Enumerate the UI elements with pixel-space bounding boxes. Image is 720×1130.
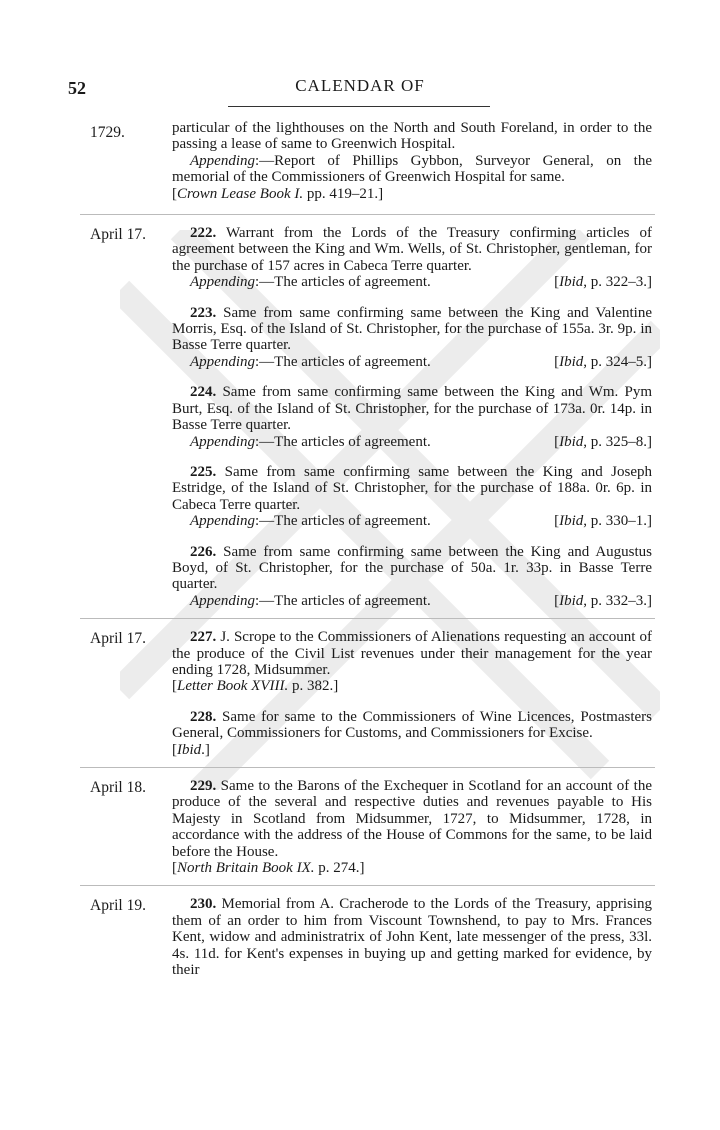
calendar-entry — [172, 544, 652, 610]
entry-text: Same to the Barons of the Exchequer in Scotland for an account of the produce of the several and respective duties and revenues payable to His Majesty in Scotland from Midsummer, 1727, to Midsummer, 1728, in accordance with the address of the House of Commons for the same, to be laid before the House. — [172, 778, 653, 860]
entry-number: 223. — [190, 304, 217, 321]
running-head-title: CALENDAR OF — [295, 76, 425, 95]
calendar-entries — [0, 120, 720, 998]
date-block — [0, 778, 720, 876]
source-reference: [Ibid.] — [172, 741, 210, 758]
appending-row — [172, 513, 652, 529]
appending-row — [172, 274, 652, 290]
source-reference: [Ibid, p. 322–3.] — [554, 274, 652, 291]
date-block — [0, 225, 720, 609]
appending-text: :—The articles of agreement. — [255, 592, 431, 609]
entry-body — [172, 896, 652, 978]
entry-number: 222. — [190, 225, 217, 242]
entry-body — [172, 225, 652, 609]
entry-text: Same from same confirming same between the King and Joseph Estridge, of the Island of St. Christopher, for the purchase of 188a. 0r. 6p. in Cabeca Terre quarter. — [172, 463, 653, 513]
appending-text: :—The articles of agreement. — [255, 353, 431, 370]
entry-text: particular of the lighthouses on the North and South Foreland, in order to the passing a lease of same to Greenwich Hospital. — [172, 120, 652, 153]
block-separator — [80, 214, 655, 215]
entry-text: Same from same confirming same between the King and Wm. Pym Burt, Esq. of the Island of St. Christopher, for the purchase of 173a. 0r. 14p. in Basse Terre quarter. — [172, 384, 652, 434]
source-reference: [Crown Lease Book I. pp. 419–21.] — [172, 185, 384, 202]
entry-number: 228. — [190, 708, 217, 725]
calendar-entry — [172, 896, 652, 978]
entry-text: Warrant from the Lords of the Treasury confirming articles of agreement between the King and Wm. Wells, of St. Christopher, gentleman, for the purchase of 157 acres in Cabeca Terre quarter. — [172, 225, 652, 274]
entry-date: April 18. — [90, 779, 146, 796]
appending-text: :—The articles of agreement. — [255, 433, 431, 450]
entry-date: April 17. — [90, 630, 146, 648]
entry-body — [172, 778, 652, 876]
date-block — [0, 896, 720, 978]
entry-body — [172, 120, 652, 202]
calendar-entry — [172, 225, 652, 291]
entry-number: 229. — [190, 778, 217, 794]
calendar-entry — [172, 464, 652, 530]
appending-label: Appending — [190, 152, 255, 169]
header-rule — [228, 106, 490, 107]
appending-text: :—The articles of agreement. — [255, 513, 431, 530]
source-reference: [North Britain Book IX. p. 274.] — [172, 860, 365, 877]
entry-text: Same for same to the Commissioners of Wine Licences, Postmasters General, Commissioners for Customs, and Commissioners for Excise. — [172, 708, 652, 742]
source-reference: [Ibid, p. 324–5.] — [554, 353, 652, 370]
entry-date: April 19. — [90, 897, 146, 915]
entry-number: 227. — [190, 629, 217, 646]
entry-date: 1729. — [90, 124, 125, 141]
calendar-entry — [172, 305, 652, 371]
entry-text: Same from same confirming same between the King and Augustus Boyd, of St. Christopher, for the purchase of 50a. 1r. 33p. in Basse Terre quarter. — [172, 543, 653, 593]
calendar-entry — [172, 778, 652, 876]
calendar-entry — [172, 384, 652, 450]
source-reference: [Ibid, p. 332–3.] — [554, 592, 652, 609]
entry-number: 226. — [190, 543, 217, 560]
block-separator — [80, 885, 655, 886]
appending-label: Appending — [190, 513, 255, 530]
entry-body — [172, 629, 652, 758]
entry-text: Memorial from A. Cracherode to the Lords of the Treasury, apprising them of an order to him from Viscount Townshend, to pay to Mrs. Frances Kent, widow and administratrix of John Kent, late messenger of the press, 33l. 4s. 11d. for Kent's expenses in buying up and getting marked for evidence, by their — [172, 896, 653, 979]
block-separator — [80, 767, 655, 768]
entry-text: Same from same confirming same between the King and Valentine Morris, Esq. of the Island of St. Christopher, for the purchase of 155a. 3r. 9p. in Basse Terre quarter. — [172, 304, 653, 354]
appending-row — [172, 354, 652, 370]
source-reference: [Ibid, p. 330–1.] — [554, 513, 652, 530]
entry-number: 225. — [190, 463, 217, 480]
entry-number: 224. — [190, 384, 217, 401]
date-block — [0, 629, 720, 758]
source-reference: [Ibid, p. 325–8.] — [554, 433, 652, 450]
appending-text: :—The articles of agreement. — [255, 274, 431, 291]
entry-date: April 17. — [90, 226, 146, 244]
page-number: 52 — [68, 78, 86, 98]
appending-label: Appending — [190, 353, 255, 370]
appending-row — [172, 434, 652, 450]
date-block — [0, 120, 720, 202]
appending-label: Appending — [190, 274, 255, 291]
source-reference: [Letter Book XVIII. p. 382.] — [172, 678, 339, 695]
appending-note — [172, 153, 652, 186]
appending-row — [172, 593, 652, 609]
calendar-entry — [172, 629, 652, 695]
appending-text: :—Report of Phillips Gybbon, Surveyor General, on the memorial of the Commissioners of Greenwich Hospital for same. — [172, 152, 652, 186]
block-separator — [80, 618, 655, 619]
appending-label: Appending — [190, 592, 255, 609]
appending-label: Appending — [190, 433, 255, 450]
entry-number: 230. — [190, 896, 217, 913]
calendar-entry — [172, 120, 652, 202]
calendar-entry — [172, 709, 652, 758]
entry-text: J. Scrope to the Commissioners of Alienations requesting an account of the produce of the Civil List revenues under their management for the year ending 1728, Midsummer. — [172, 629, 653, 678]
